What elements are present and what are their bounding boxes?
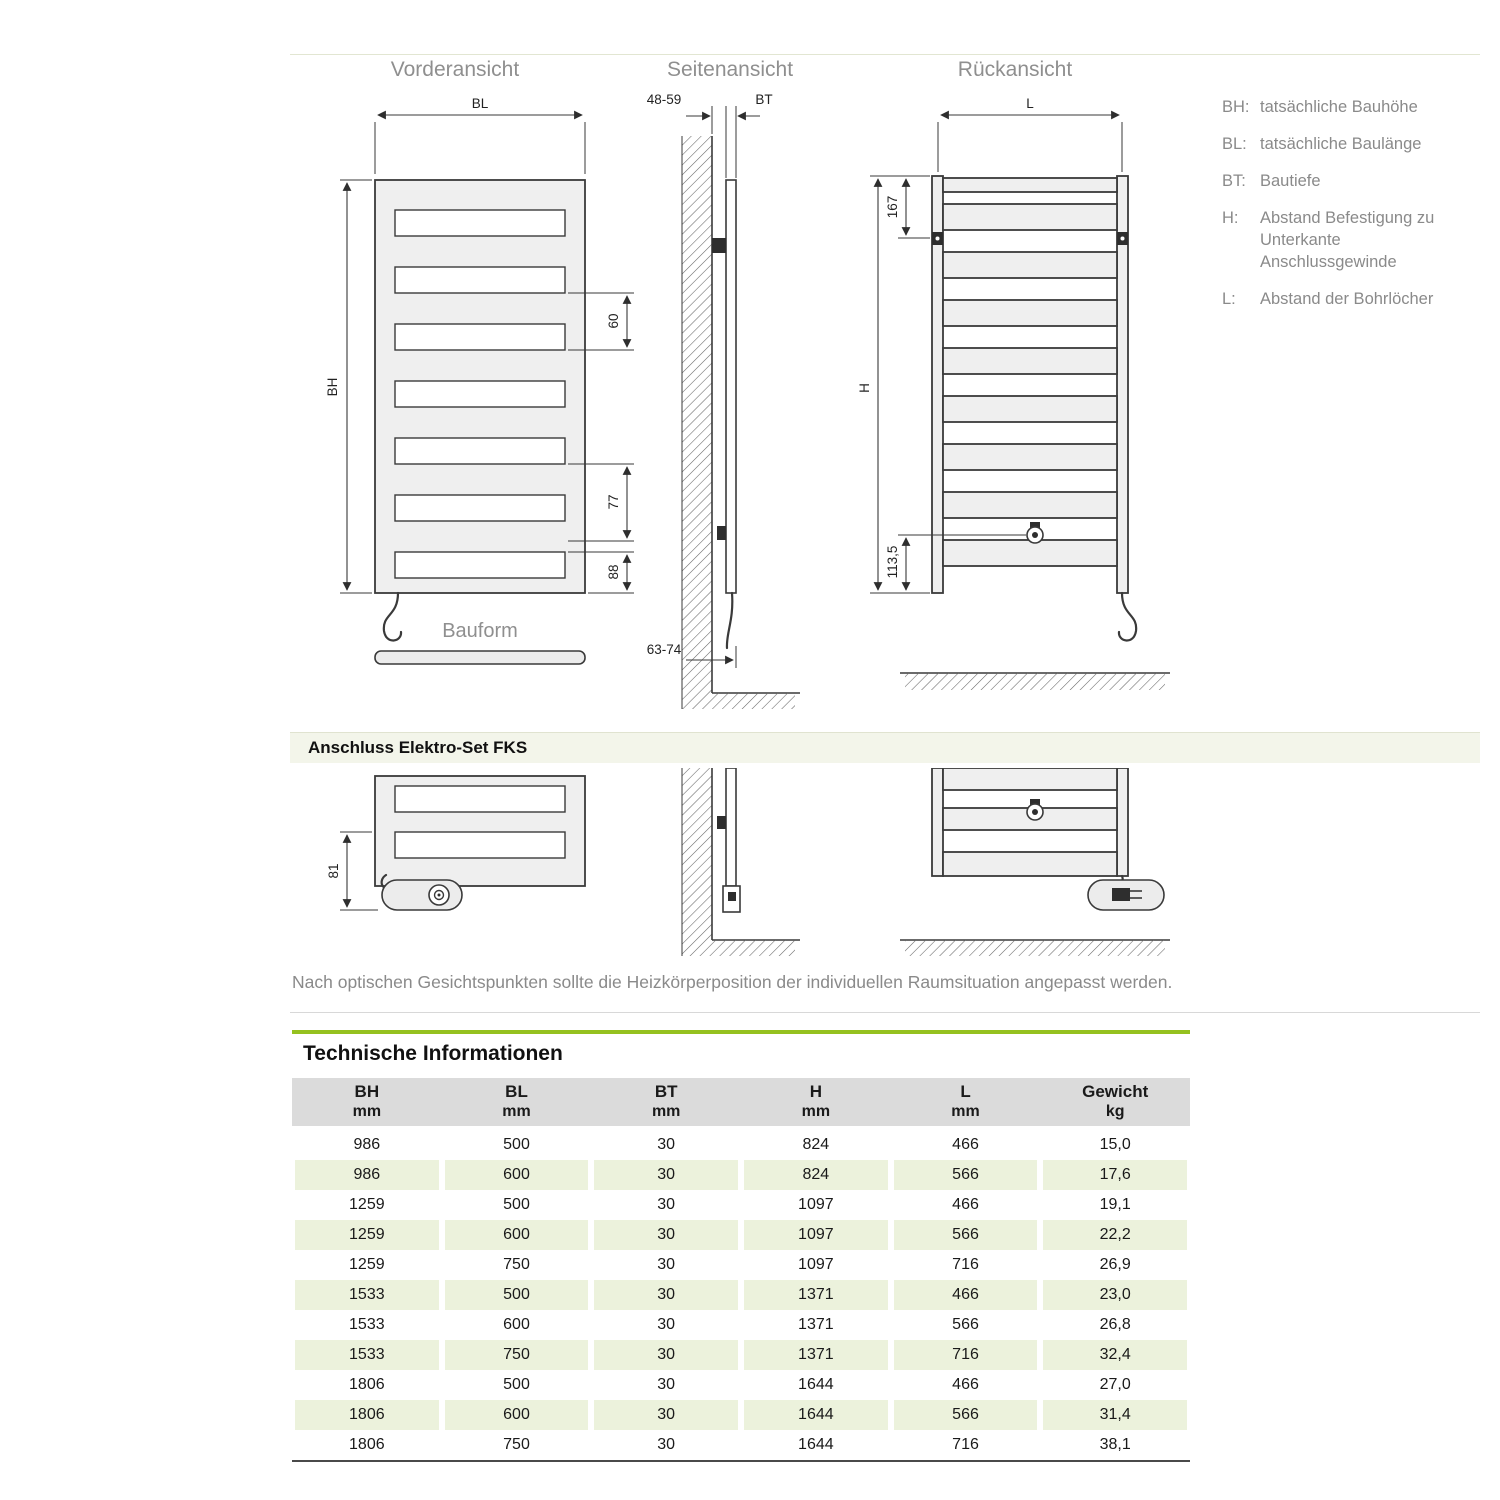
right-rail <box>1117 768 1128 876</box>
table-cell <box>594 1310 738 1340</box>
dim-label-bl: BL <box>471 96 489 111</box>
cell-value: 600 <box>503 1166 530 1183</box>
table-header-cell <box>891 1078 1041 1126</box>
cell-value: 19,1 <box>1099 1196 1131 1213</box>
dim-label-l: L <box>1026 96 1034 111</box>
table-cell <box>894 1400 1038 1430</box>
table-cell <box>1043 1340 1187 1370</box>
cell-value: 30 <box>657 1406 676 1423</box>
dim-label-167: 167 <box>885 195 900 219</box>
table-cell <box>295 1160 439 1190</box>
plug-element <box>1112 888 1130 901</box>
cell-value: 1533 <box>349 1316 385 1333</box>
legend-text: tatsächliche Baulänge <box>1260 135 1422 153</box>
cell-value: 500 <box>503 1196 530 1213</box>
table-row <box>292 1250 1190 1280</box>
header-label: BH <box>354 1082 380 1101</box>
table-row <box>292 1340 1190 1370</box>
cell-value: 466 <box>952 1286 979 1303</box>
cell-value: 23,0 <box>1099 1286 1131 1303</box>
legend-key: BL: <box>1222 135 1247 153</box>
elektro-heading: Anschluss Elektro-Set FKS <box>308 738 528 757</box>
table-cell <box>894 1280 1038 1310</box>
dim-label-63-74: 63-74 <box>646 642 682 657</box>
power-cable <box>384 593 401 641</box>
cell-value: 1259 <box>349 1226 385 1243</box>
table-cell <box>295 1250 439 1280</box>
table-cell <box>445 1190 589 1220</box>
table-header-row <box>292 1078 1190 1126</box>
table-cell <box>1043 1400 1187 1430</box>
table-cell <box>744 1370 888 1400</box>
floor-hatch <box>905 940 1165 956</box>
legend-item <box>1222 170 1462 192</box>
cell-value: 500 <box>503 1136 530 1153</box>
cell-value: 986 <box>353 1166 381 1183</box>
table-cell <box>295 1220 439 1250</box>
table-cell <box>594 1220 738 1250</box>
cell-value: 26,8 <box>1099 1316 1131 1333</box>
cell-value: 1644 <box>798 1436 834 1453</box>
cell-value: 1533 <box>349 1346 385 1363</box>
cell-value: 30 <box>657 1256 676 1273</box>
dim-label-81: 81 <box>326 863 341 879</box>
cell-value: 750 <box>503 1436 530 1453</box>
floor-hatch <box>712 940 795 956</box>
dim-label-77: 77 <box>606 494 621 510</box>
cell-value: 38,1 <box>1099 1436 1131 1453</box>
table-cell <box>445 1220 589 1250</box>
header-label: BL <box>505 1082 528 1101</box>
valve-element <box>717 526 726 540</box>
side-view-title: Seitenansicht <box>666 58 794 81</box>
table-cell <box>744 1430 888 1460</box>
table-cell <box>594 1340 738 1370</box>
table-cell <box>744 1130 888 1160</box>
elektro-section-header <box>290 732 1480 763</box>
table-cell <box>295 1430 439 1460</box>
power-cable <box>727 593 732 648</box>
legend-item <box>1222 133 1462 155</box>
section-divider <box>290 1012 1480 1013</box>
cell-value: 1259 <box>349 1196 385 1213</box>
cell-value: 500 <box>503 1376 530 1393</box>
table-row <box>292 1160 1190 1190</box>
table-row <box>292 1130 1190 1160</box>
cell-value: 716 <box>952 1256 979 1273</box>
cell-value: 600 <box>503 1406 530 1423</box>
cell-value: 1371 <box>798 1346 834 1363</box>
table-cell <box>1043 1250 1187 1280</box>
cell-value: 30 <box>657 1346 676 1363</box>
header-label: L <box>960 1082 971 1101</box>
dim-label-113-5: 113,5 <box>885 545 900 579</box>
dim-label-88: 88 <box>606 564 621 580</box>
table-cell <box>894 1370 1038 1400</box>
valve-element <box>717 816 726 829</box>
wall-bracket <box>712 238 726 253</box>
cell-value: 30 <box>657 1286 676 1303</box>
table-cell <box>894 1220 1038 1250</box>
table-cell <box>744 1250 888 1280</box>
cell-value: 30 <box>657 1376 676 1393</box>
header-label: Gewicht <box>1082 1082 1149 1101</box>
table-cell <box>445 1130 589 1160</box>
table-cell <box>1043 1280 1187 1310</box>
header-unit: mm <box>951 1103 980 1120</box>
table-cell <box>445 1370 589 1400</box>
cell-value: 500 <box>503 1286 530 1303</box>
table-cell <box>594 1190 738 1220</box>
table-cell <box>894 1130 1038 1160</box>
table-header-cell <box>1040 1078 1190 1126</box>
table-cell <box>1043 1220 1187 1250</box>
table-cell <box>744 1280 888 1310</box>
cell-value: 1806 <box>349 1436 385 1453</box>
table-cell <box>295 1370 439 1400</box>
table-row <box>292 1310 1190 1340</box>
cell-value: 30 <box>657 1196 676 1213</box>
cell-value: 1097 <box>798 1196 834 1213</box>
header-unit: mm <box>801 1103 831 1120</box>
bauform-label: Bauform <box>442 620 518 642</box>
cell-value: 566 <box>952 1406 979 1423</box>
table-cell <box>594 1130 738 1160</box>
table-cell <box>594 1160 738 1190</box>
table-cell <box>594 1250 738 1280</box>
table-body <box>292 1130 1190 1460</box>
legend-key: BT: <box>1222 172 1246 190</box>
header-unit: mm <box>651 1103 681 1120</box>
cell-value: 566 <box>952 1166 979 1183</box>
table-cell <box>1043 1190 1187 1220</box>
table-cell <box>445 1400 589 1430</box>
cell-value: 30 <box>657 1226 676 1243</box>
table-cell <box>594 1430 738 1460</box>
dim-label-h: H <box>857 383 872 393</box>
table-row <box>292 1190 1190 1220</box>
table-cell <box>744 1220 888 1250</box>
cell-value: 986 <box>353 1136 381 1153</box>
legend-item <box>1222 96 1462 118</box>
table-cell <box>894 1340 1038 1370</box>
front-view-title: Vorderansicht <box>390 58 520 81</box>
cell-value: 17,6 <box>1099 1166 1131 1183</box>
side-view-drawing <box>640 88 805 723</box>
table-cell <box>445 1280 589 1310</box>
table-cell <box>445 1340 589 1370</box>
table-cell <box>295 1310 439 1340</box>
dim-label-bt: BT <box>755 92 773 107</box>
bauform-top-profile <box>375 651 585 664</box>
cell-value: 1806 <box>349 1406 385 1423</box>
table-row <box>292 1280 1190 1310</box>
cell-value: 22,2 <box>1099 1226 1131 1243</box>
table-cell <box>445 1430 589 1460</box>
cell-value: 27,0 <box>1099 1376 1131 1393</box>
table-row <box>292 1430 1190 1460</box>
table-cell <box>445 1250 589 1280</box>
cell-value: 1806 <box>349 1376 385 1393</box>
dim-label-60: 60 <box>606 313 621 329</box>
rear-view-drawing <box>850 88 1185 713</box>
table-cell <box>894 1310 1038 1340</box>
accent-bar <box>292 1030 1190 1034</box>
table-cell <box>295 1130 439 1160</box>
table-cell <box>894 1160 1038 1190</box>
legend-key: L: <box>1222 290 1236 308</box>
radiator-side-profile <box>726 768 736 886</box>
table-row <box>292 1220 1190 1250</box>
table-cell <box>744 1400 888 1430</box>
top-divider <box>290 54 1480 55</box>
table-cell <box>594 1400 738 1430</box>
legend-item <box>1222 288 1462 310</box>
cell-value: 566 <box>952 1316 979 1333</box>
cell-value: 824 <box>802 1136 830 1153</box>
cell-value: 600 <box>503 1316 530 1333</box>
legend-text: tatsächliche Bauhöhe <box>1260 98 1418 116</box>
rear-view-title: Rückansicht <box>957 58 1073 81</box>
cell-value: 30 <box>657 1166 676 1183</box>
table-cell <box>744 1340 888 1370</box>
cell-value: 30 <box>657 1316 676 1333</box>
elektro-rear-drawing <box>850 768 1185 978</box>
cell-value: 750 <box>503 1346 530 1363</box>
table-cell <box>894 1250 1038 1280</box>
table-cell <box>1043 1160 1187 1190</box>
table-cell <box>1043 1430 1187 1460</box>
front-view-drawing <box>320 88 650 713</box>
header-label: H <box>809 1082 822 1101</box>
header-unit: kg <box>1105 1103 1125 1120</box>
technical-table <box>292 1078 1190 1462</box>
cell-value: 1259 <box>349 1256 385 1273</box>
table-header-cell <box>442 1078 592 1126</box>
cell-value: 716 <box>952 1346 979 1363</box>
cell-value: 750 <box>503 1256 530 1273</box>
cell-value: 30 <box>657 1436 676 1453</box>
cell-value: 30 <box>657 1136 676 1153</box>
legend-item <box>1222 207 1462 273</box>
table-cell <box>594 1370 738 1400</box>
table-cell <box>1043 1130 1187 1160</box>
cell-value: 1644 <box>798 1376 834 1393</box>
left-rail <box>932 768 943 876</box>
cell-value: 1644 <box>798 1406 834 1423</box>
table-cell <box>894 1430 1038 1460</box>
table-cell <box>295 1340 439 1370</box>
cell-value: 1371 <box>798 1316 834 1333</box>
table-cell <box>295 1190 439 1220</box>
cell-value: 31,4 <box>1099 1406 1131 1423</box>
wall-hatch <box>682 136 712 709</box>
cell-value: 716 <box>952 1436 979 1453</box>
table-cell <box>744 1190 888 1220</box>
cell-value: 824 <box>802 1166 830 1183</box>
legend-list <box>1222 96 1462 310</box>
elektro-set-fks <box>382 880 462 910</box>
dim-label-bh: BH <box>325 377 340 397</box>
table-cell <box>894 1190 1038 1220</box>
table-header-cell <box>591 1078 741 1126</box>
table-cell <box>1043 1310 1187 1340</box>
elektro-front-drawing <box>320 768 650 978</box>
cell-value: 1097 <box>798 1226 834 1243</box>
header-unit: mm <box>352 1103 382 1120</box>
legend-key: H: <box>1222 209 1239 227</box>
dim-label-48-59: 48-59 <box>646 92 682 107</box>
floor-hatch <box>712 693 795 709</box>
header-unit: mm <box>502 1103 531 1120</box>
legend-text: Bautiefe <box>1260 172 1321 190</box>
table-cell <box>445 1310 589 1340</box>
cell-value: 15,0 <box>1099 1136 1131 1153</box>
cell-value: 466 <box>952 1136 979 1153</box>
cell-value: 26,9 <box>1099 1256 1131 1273</box>
cell-value: 32,4 <box>1099 1346 1131 1363</box>
header-label: BT <box>654 1082 678 1101</box>
legend-text: Abstand Befestigung zu Unterkante Anschlussgewinde <box>1260 209 1435 271</box>
table-row <box>292 1400 1190 1430</box>
legend-key: BH: <box>1222 98 1250 116</box>
elektro-side-drawing <box>640 768 805 978</box>
radiator-side-profile <box>726 180 736 593</box>
table-title: Technische Informationen <box>303 1042 563 1065</box>
cell-value: 1371 <box>798 1286 834 1303</box>
table-cell <box>594 1280 738 1310</box>
table-cell <box>295 1400 439 1430</box>
floor-hatch <box>905 673 1165 690</box>
table-row <box>292 1370 1190 1400</box>
table-cell <box>1043 1370 1187 1400</box>
cell-value: 466 <box>952 1376 979 1393</box>
power-cable <box>1119 593 1136 641</box>
table-cell <box>445 1160 589 1190</box>
table-header-cell <box>741 1078 891 1126</box>
table-cell <box>295 1280 439 1310</box>
cell-value: 1097 <box>798 1256 834 1273</box>
cell-value: 566 <box>952 1226 979 1243</box>
cell-value: 1533 <box>349 1286 385 1303</box>
cell-value: 466 <box>952 1196 979 1213</box>
wall-hatch <box>682 768 712 956</box>
table-cell <box>744 1160 888 1190</box>
table-cell <box>744 1310 888 1340</box>
legend-text: Abstand der Bohrlöcher <box>1260 290 1434 308</box>
cell-value: 600 <box>503 1226 530 1243</box>
table-header-cell <box>292 1078 442 1126</box>
note-text: Nach optischen Gesichtspunkten sollte die Heizkörperposition der individuellen Raumsituation angepasst werden. <box>292 972 1173 992</box>
